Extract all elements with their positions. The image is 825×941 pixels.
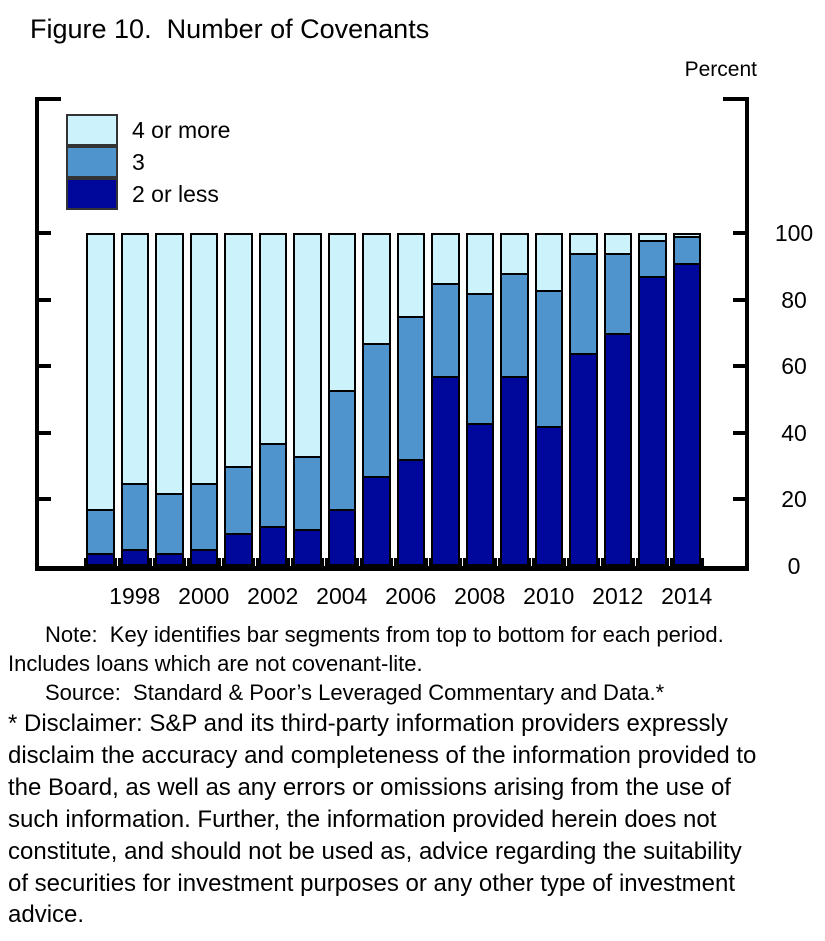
bar-segment-2004 [328, 390, 357, 512]
bar-segment-2009 [500, 376, 529, 566]
bar-segment-2014 [673, 233, 702, 238]
y-axis-tick [733, 231, 745, 235]
bar-segment-2010 [535, 233, 564, 292]
bar-segment-2002 [259, 443, 288, 528]
bar-segment-2004 [328, 233, 357, 392]
bar-segment-2006 [397, 459, 426, 566]
x-tick-label: 2010 [523, 583, 575, 609]
bar-segment-2014 [673, 263, 702, 566]
x-axis-tick [253, 558, 256, 566]
y-axis-tick [39, 231, 51, 235]
bar-segment-2007 [431, 233, 460, 285]
y-axis-tick [733, 364, 745, 368]
bar-segment-2006 [397, 233, 426, 318]
bar-segment-2007 [431, 376, 460, 566]
source-text: Source: Standard & Poor’s Leveraged Commentary and Data.* [45, 680, 665, 706]
x-tick-label: 2014 [661, 583, 713, 609]
y-axis-unit-label: Percent [684, 58, 757, 81]
legend-label: 2 or less [132, 180, 219, 207]
x-axis-tick [701, 558, 704, 566]
bar-segment-1998 [121, 549, 150, 566]
bar-segment-2012 [604, 253, 633, 335]
bar-segment-2014 [673, 236, 702, 265]
bar-segment-2003 [293, 233, 322, 458]
y-axis-tick [39, 364, 51, 368]
bar-segment-2007 [431, 283, 460, 378]
x-axis-tick [563, 558, 566, 566]
x-axis-tick [218, 558, 221, 566]
x-tick-label: 2012 [592, 583, 644, 609]
x-axis-tick [360, 558, 363, 566]
bar-segment-2005 [362, 476, 391, 566]
disclaimer-text: * Disclaimer: S&P and its third-party information providers expressly disclaim the accuracy and completeness of the information provided to the Board, as well as any errors or omissions arising from the use of such information. Further, the information provided herein does not constitute, and should not be used as, advice regarding the suitability of securities for investment purposes or any other type of investment advice. [8, 710, 757, 929]
bar-segment-2013 [638, 276, 667, 566]
bar-segment-2002 [259, 526, 288, 566]
bar-segment-1997 [86, 553, 115, 566]
x-axis-tick [291, 558, 294, 566]
y-tick-label: 20 [781, 486, 807, 513]
bar-segment-2006 [397, 316, 426, 461]
bar-segment-2011 [569, 233, 598, 255]
x-axis-tick [460, 558, 463, 566]
bar-segment-1997 [86, 509, 115, 554]
x-axis-tick [425, 558, 428, 566]
x-axis-tick [463, 558, 466, 566]
bar-segment-2011 [569, 353, 598, 566]
x-axis-tick [287, 558, 290, 566]
x-axis-tick [598, 558, 601, 566]
bar-segment-2008 [466, 293, 495, 425]
bar-segment-2012 [604, 233, 633, 255]
x-axis-tick [187, 558, 190, 566]
bar-segment-2009 [500, 233, 529, 275]
x-axis-tick [667, 558, 670, 566]
y-tick-label: 60 [781, 353, 807, 380]
x-axis-tick [356, 558, 359, 566]
bar-segment-2002 [259, 233, 288, 445]
legend-label: 3 [132, 148, 145, 175]
x-axis-tick [149, 558, 152, 566]
bar-segment-2000 [190, 233, 219, 485]
note-text: Note: Key identifies bar segments from top to bottom for each period. Includes loans which are not covenant-lite. [8, 622, 730, 677]
bar-segment-2001 [224, 233, 253, 468]
x-axis-tick [115, 558, 118, 566]
bar-segment-2001 [224, 533, 253, 566]
x-axis-tick [118, 558, 121, 566]
bar-segment-2005 [362, 233, 391, 345]
bar-segment-2005 [362, 343, 391, 478]
bar-segment-1998 [121, 483, 150, 552]
x-axis-tick [494, 558, 497, 566]
x-axis-tick [636, 558, 639, 566]
bar-segment-2011 [569, 253, 598, 355]
x-axis-tick [567, 558, 570, 566]
y-axis-tick [39, 497, 51, 501]
bar-segment-2010 [535, 426, 564, 566]
x-axis-tick [670, 558, 673, 566]
bar-segment-2013 [638, 233, 667, 242]
x-axis-tick [153, 558, 156, 566]
y-axis-tick [733, 497, 745, 501]
bar-segment-2003 [293, 456, 322, 531]
x-axis-tick [394, 558, 397, 566]
x-axis-tick [84, 558, 87, 566]
x-axis-tick [256, 558, 259, 566]
y-axis-tick [39, 431, 51, 435]
bar-segment-2010 [535, 290, 564, 429]
x-tick-label: 2006 [385, 583, 437, 609]
y-tick-label: 40 [781, 419, 807, 446]
bar-segment-2012 [604, 333, 633, 566]
bar-segment-1998 [121, 233, 150, 485]
x-tick-label: 2004 [316, 583, 368, 609]
x-axis-tick [184, 558, 187, 566]
x-axis-tick [532, 558, 535, 566]
x-axis-tick [632, 558, 635, 566]
figure-title: Figure 10. Number of Covenants [30, 14, 430, 44]
y-axis-tick [733, 298, 745, 302]
x-axis-tick [529, 558, 532, 566]
x-axis-tick [429, 558, 432, 566]
bar-segment-1999 [155, 233, 184, 495]
y-tick-label: 80 [781, 286, 807, 313]
x-axis-tick [391, 558, 394, 566]
bar-segment-2003 [293, 529, 322, 566]
bar-segment-1999 [155, 493, 184, 555]
x-axis-tick [601, 558, 604, 566]
x-tick-label: 1998 [109, 583, 161, 609]
bar-segment-1997 [86, 233, 115, 511]
y-tick-label: 100 [774, 220, 814, 246]
bar-segment-2013 [638, 240, 667, 279]
bar-segment-2001 [224, 466, 253, 535]
note-block [8, 620, 742, 707]
bar-segment-2004 [328, 509, 357, 566]
x-axis-tick [325, 558, 328, 566]
x-axis-tick [222, 558, 225, 566]
y-axis-tick [39, 298, 51, 302]
x-tick-label: 2000 [178, 583, 230, 609]
y-axis-tick [733, 431, 745, 435]
legend-label: 4 or more [132, 116, 231, 143]
disclaimer-block [8, 708, 760, 931]
bar-segment-2008 [466, 233, 495, 295]
bar-segment-2000 [190, 483, 219, 552]
bar-segment-2000 [190, 549, 219, 566]
y-tick-label: 0 [787, 553, 801, 579]
bar-segment-2009 [500, 273, 529, 378]
x-axis-tick [322, 558, 325, 566]
x-tick-label: 2008 [454, 583, 506, 609]
x-axis-tick [498, 558, 501, 566]
x-tick-label: 2002 [247, 583, 299, 609]
bar-segment-2008 [466, 423, 495, 566]
